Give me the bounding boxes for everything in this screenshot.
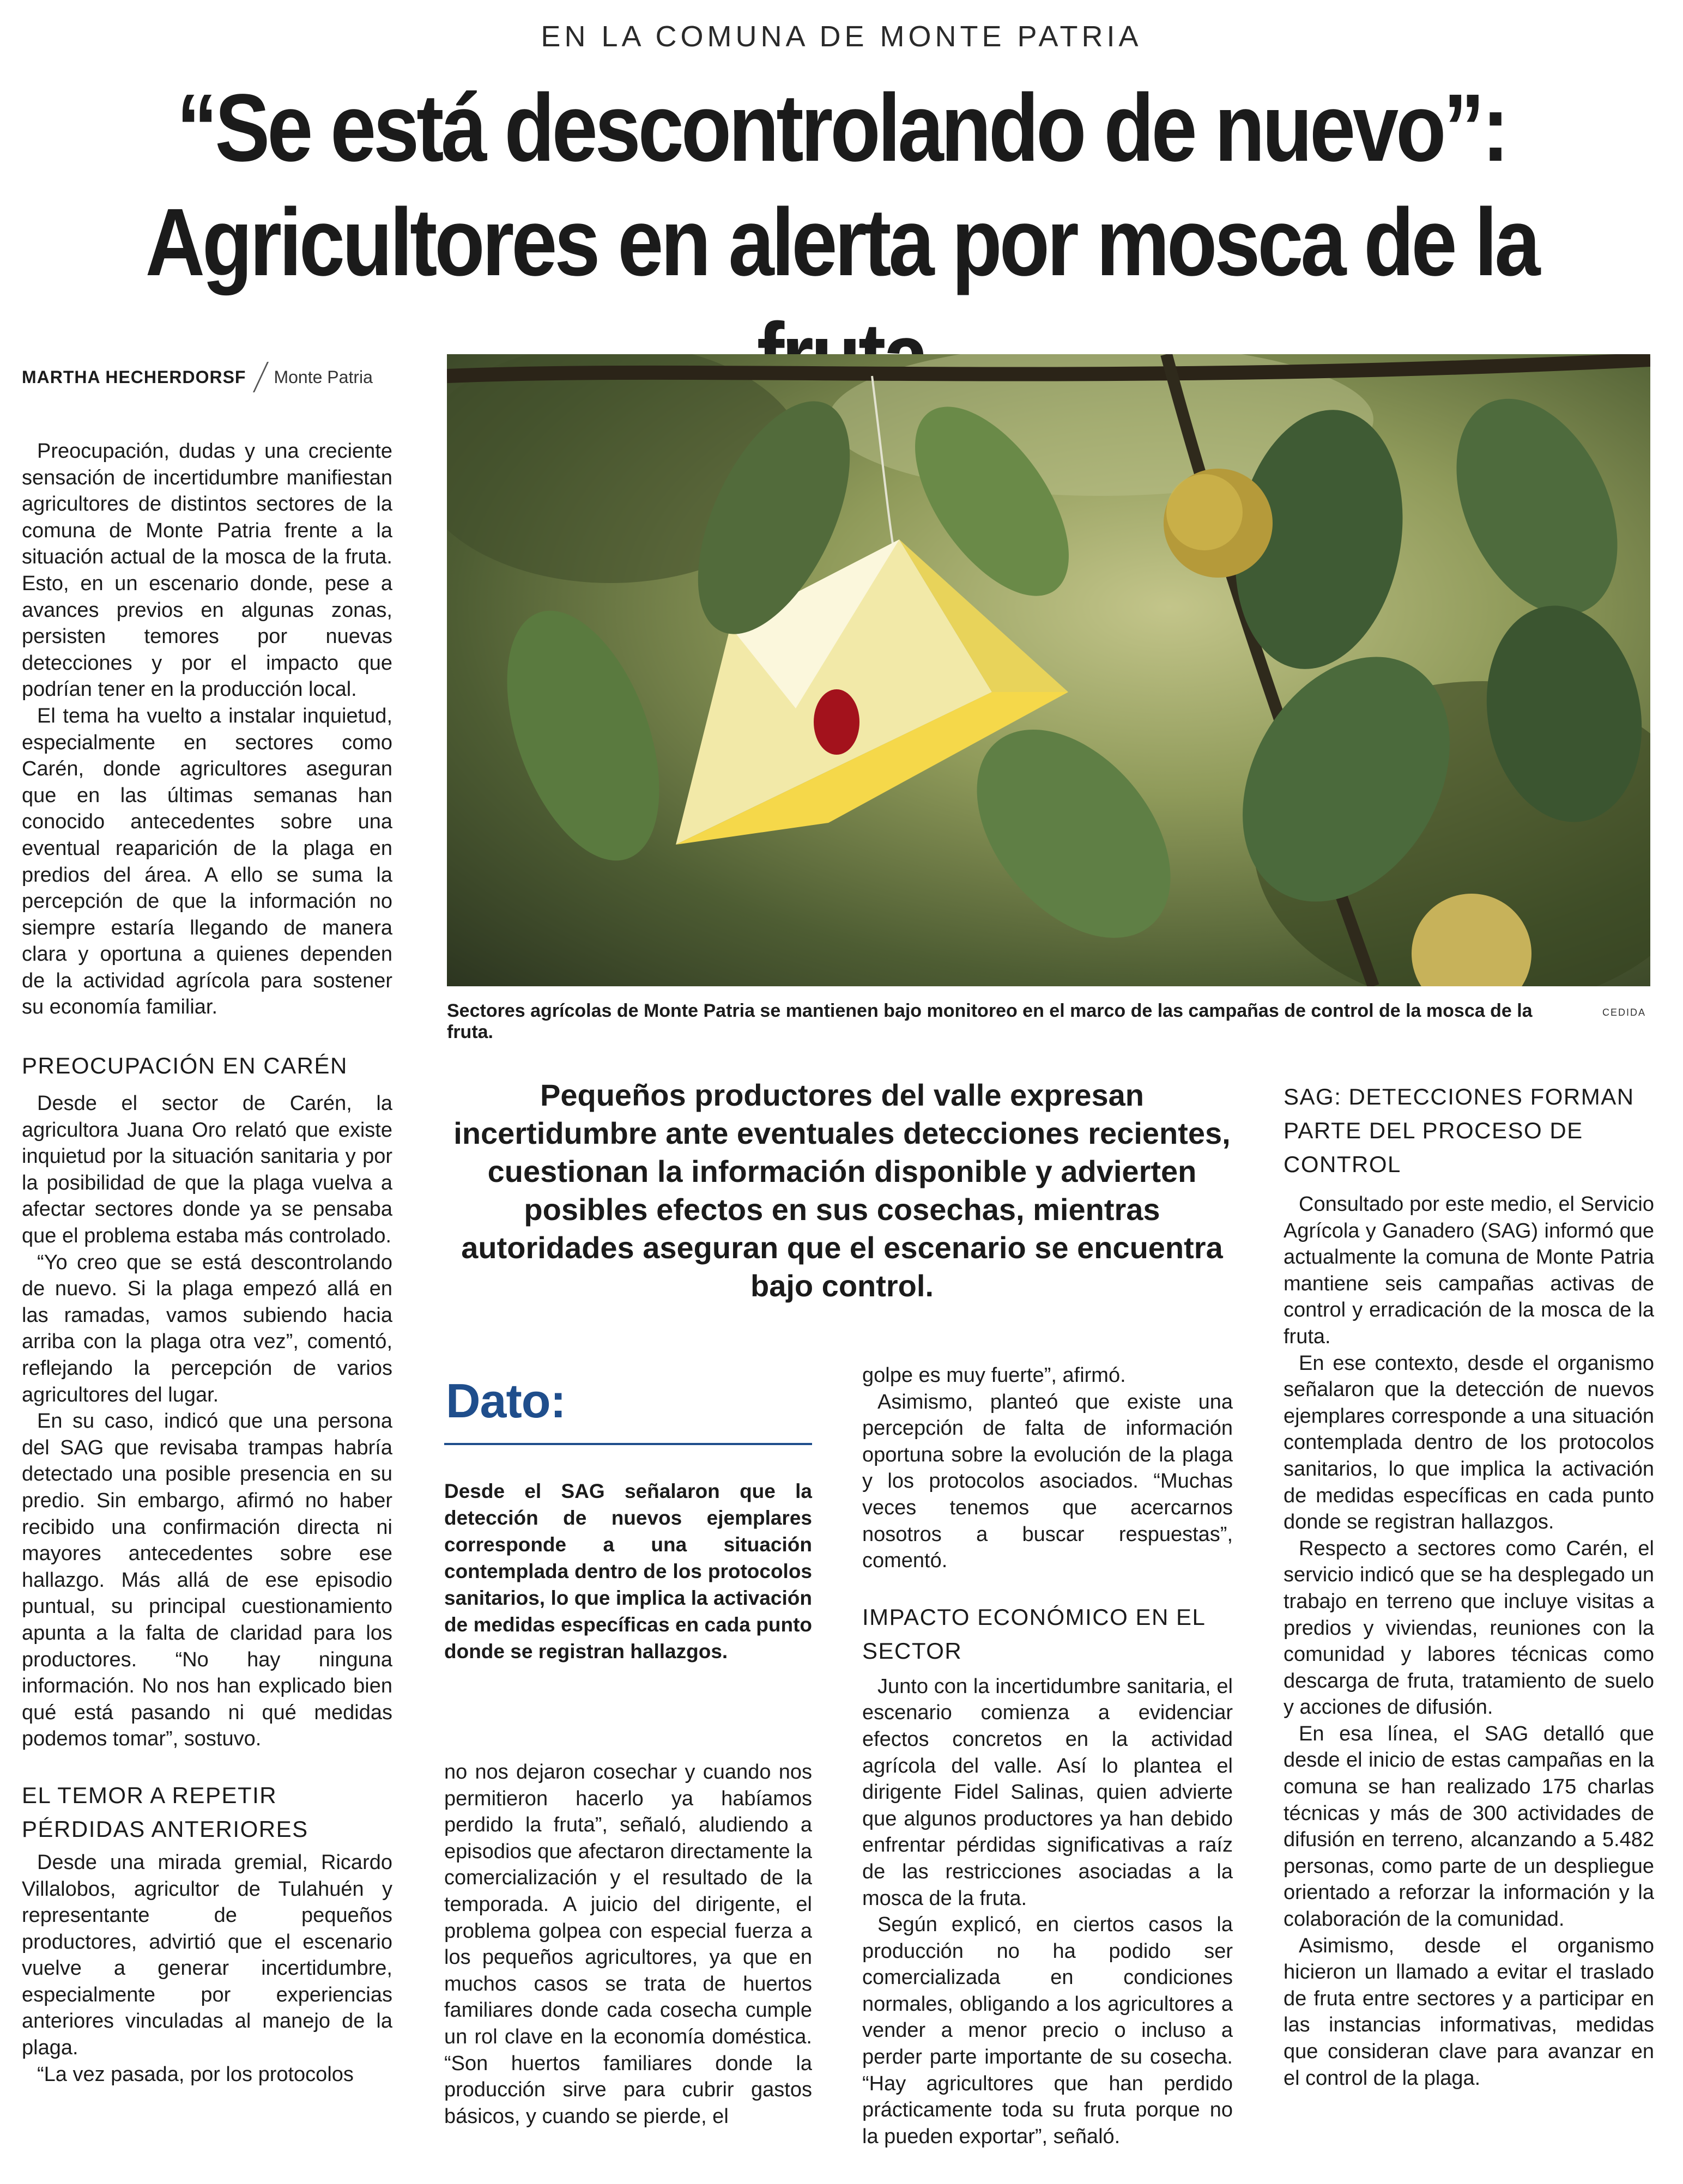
body-paragraph: En su caso, indicó que una persona del SAG que revisaba trampas habría detectado una posible presencia en su predio. Sin embargo, afirmó no haber recibido una confirmación directa ni mayores antecedentes sobre ese hallazgo. Más allá de ese episodio puntual, su principal cuestionamiento apunta a la falta de claridad para los productores. “No hay ninguna información. No nos han explicado bien qué está pasando ni qué medidas podemos tomar”, sostuvo. <box>22 1410 392 1751</box>
article-column-2 <box>444 1759 812 2130</box>
body-paragraph: Desde una mirada gremial, Ricardo Villalobos, agricultor de Tulahuén y representante de pequeños productores, advirtió que el escenario vuelve a generar incertidumbre, especialmente por experiencias anteriores vinculadas al manejo de la plaga. <box>22 1851 392 2060</box>
dato-title: Dato: <box>446 1374 566 1428</box>
body-paragraph: Según explicó, en ciertos casos la producción no ha podido ser comercializada en condiciones normales, obligando a los agricultores a vender a menor precio o incluso a perder parte importante de su cosecha. “Hay agricultores que han perdido prácticamente toda su fruta porque no la pueden exportar”, señaló. <box>862 1913 1233 2148</box>
byline <box>22 362 392 392</box>
body-paragraph: no nos dejaron cosechar y cuando nos permitieron hacerlo ya habíamos perdido la fruta”, señaló, aludiendo a episodios que afectaron directamente la comercialización y el resultado de la temporada. A juicio del dirigente, el problema golpea con especial fuerza a los pequeños agricultores, ya que en muchos casos se trata de huertos familiares donde cada cosecha cumple un rol clave en la economía doméstica. “Son huertos familiares donde la producción sirve para cubrir gastos básicos, y cuando se pierde, el <box>444 1761 812 2128</box>
body-paragraph: golpe es muy fuerte”, afirmó. <box>862 1364 1126 1387</box>
subheading-impacto: IMPACTO ECONÓMICO EN EL SECTOR <box>862 1604 1205 1664</box>
headline-line-2: Agricultores en alerta por mosca de la <box>145 189 1538 296</box>
article-column-4 <box>1284 1080 1654 2091</box>
dato-divider <box>444 1443 812 1445</box>
photo-credit: CEDIDA <box>1602 1007 1646 1018</box>
intro-paragraph: El tema ha vuelto a instalar inquietud, especialmente en sectores como Carén, donde agricultores aseguran que en las últimas semanas han conocido antecedentes sobre una eventual reaparición de la plaga en predios del área. A ello se suma la percepción de que la información no siempre estaría llegando de manera clara y oportuna a quienes dependen de la actividad agrícola para sostener su economía familiar. <box>22 704 392 1019</box>
fruit-fly-trap-illustration <box>447 354 1650 986</box>
body-paragraph: “Yo creo que se está descontrolando de nuevo. Si la plaga empezó allá en las ramadas, vamos subiendo hacia arriba con la plaga otra vez”, comentó, reflejando la percepción de varios agricultores del lugar. <box>22 1251 392 1406</box>
intro-paragraph: Preocupación, dudas y una creciente sensación de incertidumbre manifiestan agricultores de distintos sectores de la comuna de Monte Patria frente a la situación actual de la mosca de la fruta. Esto, en un escenario donde, pese a avances previos en algunas zonas, persisten temores por nuevas detecciones y por el impacto que podrían tener en la producción local. <box>22 440 392 701</box>
subheading-sag: SAG: DETECCIONES FORMAN PARTE DEL PROCESO DE CONTROL <box>1284 1084 1634 1177</box>
article-column-3 <box>862 1362 1233 2150</box>
headline-line-1: “Se está descontrolando de nuevo”: <box>176 75 1507 181</box>
body-paragraph: En esa línea, el SAG detalló que desde el inicio de estas campañas en la comuna se han realizado 175 charlas técnicas y más de 300 actividades de difusión en terreno, alcanzando a 5.482 personas, como parte de un despliegue orientado a reforzar la información y la colaboración de la comunidad. <box>1284 1722 1654 1931</box>
kicker: EN LA COMUNA DE MONTE PATRIA <box>541 20 1142 53</box>
deck-summary: Pequeños productores del valle expresan incertidumbre ante eventuales detecciones recientes, cuestionan la información disponible y advierten posibles efectos en sus cosechas, mientras autoridades aseguran que el escenario se encuentra bajo control. <box>453 1078 1231 1303</box>
dato-text: Desde el SAG señalaron que la detección de nuevos ejemplares corresponde a una situación contemplada dentro de los protocolos sanitarios, lo que implica la activación de medidas específicas en cada punto donde se registran hallazgos. <box>444 1480 812 1663</box>
body-paragraph: Respecto a sectores como Carén, el servicio indicó que se ha desplegado un trabajo en terreno que incluye visitas a predios y viviendas, reuniones con la comunidad y labores técnicas como descarga de fruta, tratamiento de suelo y acciones de difusión. <box>1284 1537 1654 1719</box>
body-paragraph: Asimismo, planteó que existe una percepción de falta de información oportuna sobre la evolución de la plaga y los protocolos asociados. “Muchas veces tenemos que acercarnos nosotros a buscar respuestas”, comentó. <box>862 1390 1233 1573</box>
body-paragraph: En ese contexto, desde el organismo señalaron que la detección de nuevos ejemplares corresponde a una situación contemplada dentro de los protocolos sanitarios, lo que implica la activación de medidas específicas en cada punto donde se registran hallazgos. <box>1284 1351 1654 1534</box>
body-paragraph: Junto con la incertidumbre sanitaria, el escenario comienza a evidenciar efectos concretos en la actividad agrícola del valle. Así lo plantea el dirigente Fidel Salinas, quien advierte que algunos productores ya han debido enfrentar pérdidas significativas a raíz de las restricciones asociadas a la mosca de la fruta. <box>862 1675 1233 1910</box>
body-paragraph: Consultado por este medio, el Servicio Agrícola y Ganadero (SAG) informó que actualmente la comuna de Monte Patria mantiene seis campañas activas de control y erradicación de la mosca de la fruta. <box>1284 1193 1654 1348</box>
byline-location: Monte Patria <box>274 367 373 387</box>
byline-author: MARTHA HECHERDORSF <box>22 367 246 387</box>
article-column-1 <box>22 438 392 2088</box>
body-paragraph: “La vez pasada, por los protocolos <box>37 2062 354 2086</box>
body-paragraph: Asimismo, desde el organismo hicieron un llamado a evitar el traslado de fruta entre sectores y a participar en las instancias informativas, medidas que consideran clave para avanzar en el control de la plaga. <box>1284 1934 1654 2090</box>
subheading-perdidas: EL TEMOR A REPETIR PÉRDIDAS ANTERIORES <box>22 1782 308 1842</box>
article-photo <box>447 354 1650 986</box>
subheading-caren: PREOCUPACIÓN EN CARÉN <box>22 1053 348 1079</box>
byline-divider <box>253 362 269 392</box>
photo-caption: Sectores agrícolas de Monte Patria se mantienen bajo monitoreo en el marco de las campañas de control de la mosca de la fruta. <box>447 1000 1533 1042</box>
body-paragraph: Desde el sector de Carén, la agricultora Juana Oro relató que existe inquietud por la situación sanitaria y por la posibilidad de que la plaga vuelva a afectar sectores donde ya se pensaba que el problema estaba más controlado. <box>22 1092 392 1248</box>
